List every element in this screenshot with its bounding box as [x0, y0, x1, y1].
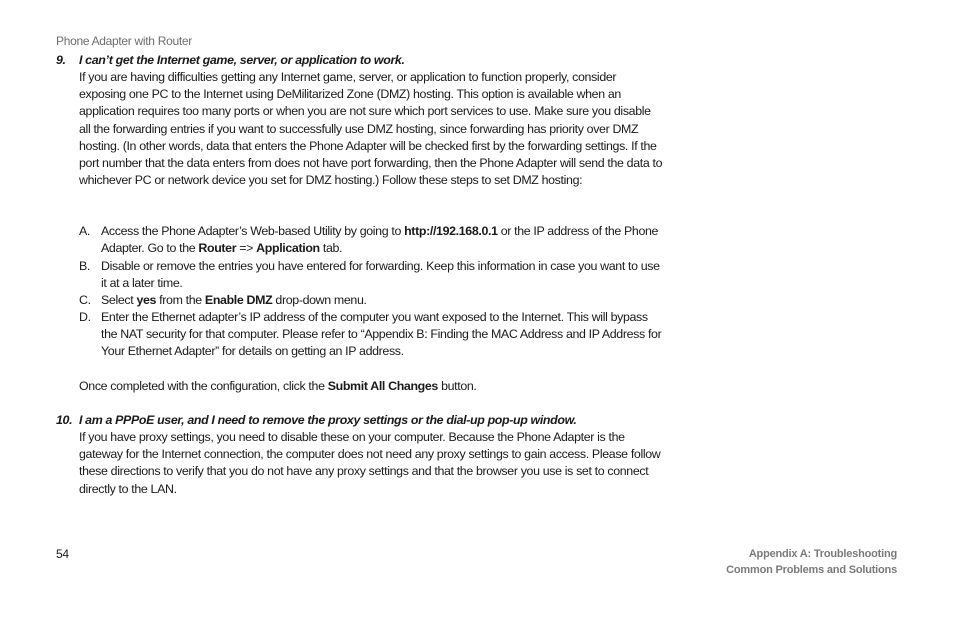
step-a-text-4: tab.	[319, 241, 343, 256]
footer-appendix: Appendix A: Troubleshooting	[748, 548, 897, 560]
question-9-intro: If you are having difficulties getting any Internet game, server, or application to function properly, consider exposing one PC to the Internet using DeMilitarized Zone (DMZ) hosting. This option is available when an application requires too many ports or when you are not sure which port services to use. Make sure you disable all the forwarding entries if you want to successfully use DMZ hosting, since forwarding has priority over DMZ hosting. (In other words, data that enters the Phone Adapter will be checked first by the forwarding settings. If the port number that the data enters from does not have port forwarding, then the Phone Adapter will send the data to whichever PC or network device you set for DMZ hosting.) Follow these steps to set DMZ hosting:	[79, 70, 663, 188]
step-d	[79, 309, 664, 361]
submit-all-changes-label: Submit All Changes	[327, 379, 438, 393]
completion-text-1: Once completed with the configuration, click the	[79, 379, 328, 393]
question-9-heading	[56, 53, 405, 67]
question-10-number: 10.	[56, 413, 73, 427]
enable-dmz-label: Enable DMZ	[204, 293, 273, 307]
yes-option: yes	[136, 293, 157, 307]
step-a-text-1: Access the Phone Adapter’s Web-based Utility by going to	[101, 224, 405, 238]
router-tab-name: Router	[198, 241, 237, 256]
step-c	[79, 292, 664, 309]
step-d-text: Enter the Ethernet adapter’s IP address of the computer you want exposed to the Internet. This will bypass the NAT security for that computer. Please refer to “Appendix B: Finding the MAC Address and IP Address for Your Ethernet Adapter” for details on getting an IP address.	[101, 310, 662, 359]
footer-section: Common Problems and Solutions	[726, 564, 897, 576]
question-9-title: I can’t get the Internet game, server, or application to work.	[79, 53, 405, 67]
step-c-text-1: Select	[101, 293, 137, 307]
step-a-text-2: or the IP address of the Phone Adapter. Go to the	[101, 224, 659, 256]
step-d-letter: D.	[79, 310, 91, 324]
step-c-text	[101, 292, 664, 309]
step-c-text-2: from the	[156, 293, 205, 307]
step-b-text: Disable or remove the entries you have entered for forwarding. Keep this information in case you want to use it at a later time.	[101, 259, 660, 291]
running-header: Phone Adapter with Router	[56, 34, 192, 48]
question-10-title: I am a PPPoE user, and I need to remove the proxy settings or the dial-up pop-up window.	[79, 413, 577, 427]
step-a-letter: A.	[79, 224, 91, 238]
page-number: 54	[56, 547, 69, 561]
question-9-number: 9.	[56, 53, 66, 67]
step-b-letter: B.	[79, 259, 91, 273]
utility-url: http://192.168.0.1	[404, 224, 498, 238]
step-a-arrow: =>	[236, 241, 257, 256]
step-c-letter: C.	[79, 293, 91, 307]
step-a-text	[101, 223, 664, 257]
completion-note	[79, 378, 664, 395]
completion-text-2: button.	[437, 379, 477, 393]
step-b	[79, 258, 664, 292]
step-c-text-3: drop-down menu.	[272, 293, 367, 307]
application-tab-name: Application	[256, 241, 320, 256]
question-10-heading	[56, 413, 576, 427]
question-10-body: If you have proxy settings, you need to disable these on your computer. Because the Phone Adapter is the gateway for the Internet connection, the computer does not need any proxy settings to gain access. Please follow these directions to verify that you do not have any proxy settings and that the browser you use is set to connect directly to the LAN.	[79, 430, 661, 496]
step-a	[79, 223, 664, 257]
